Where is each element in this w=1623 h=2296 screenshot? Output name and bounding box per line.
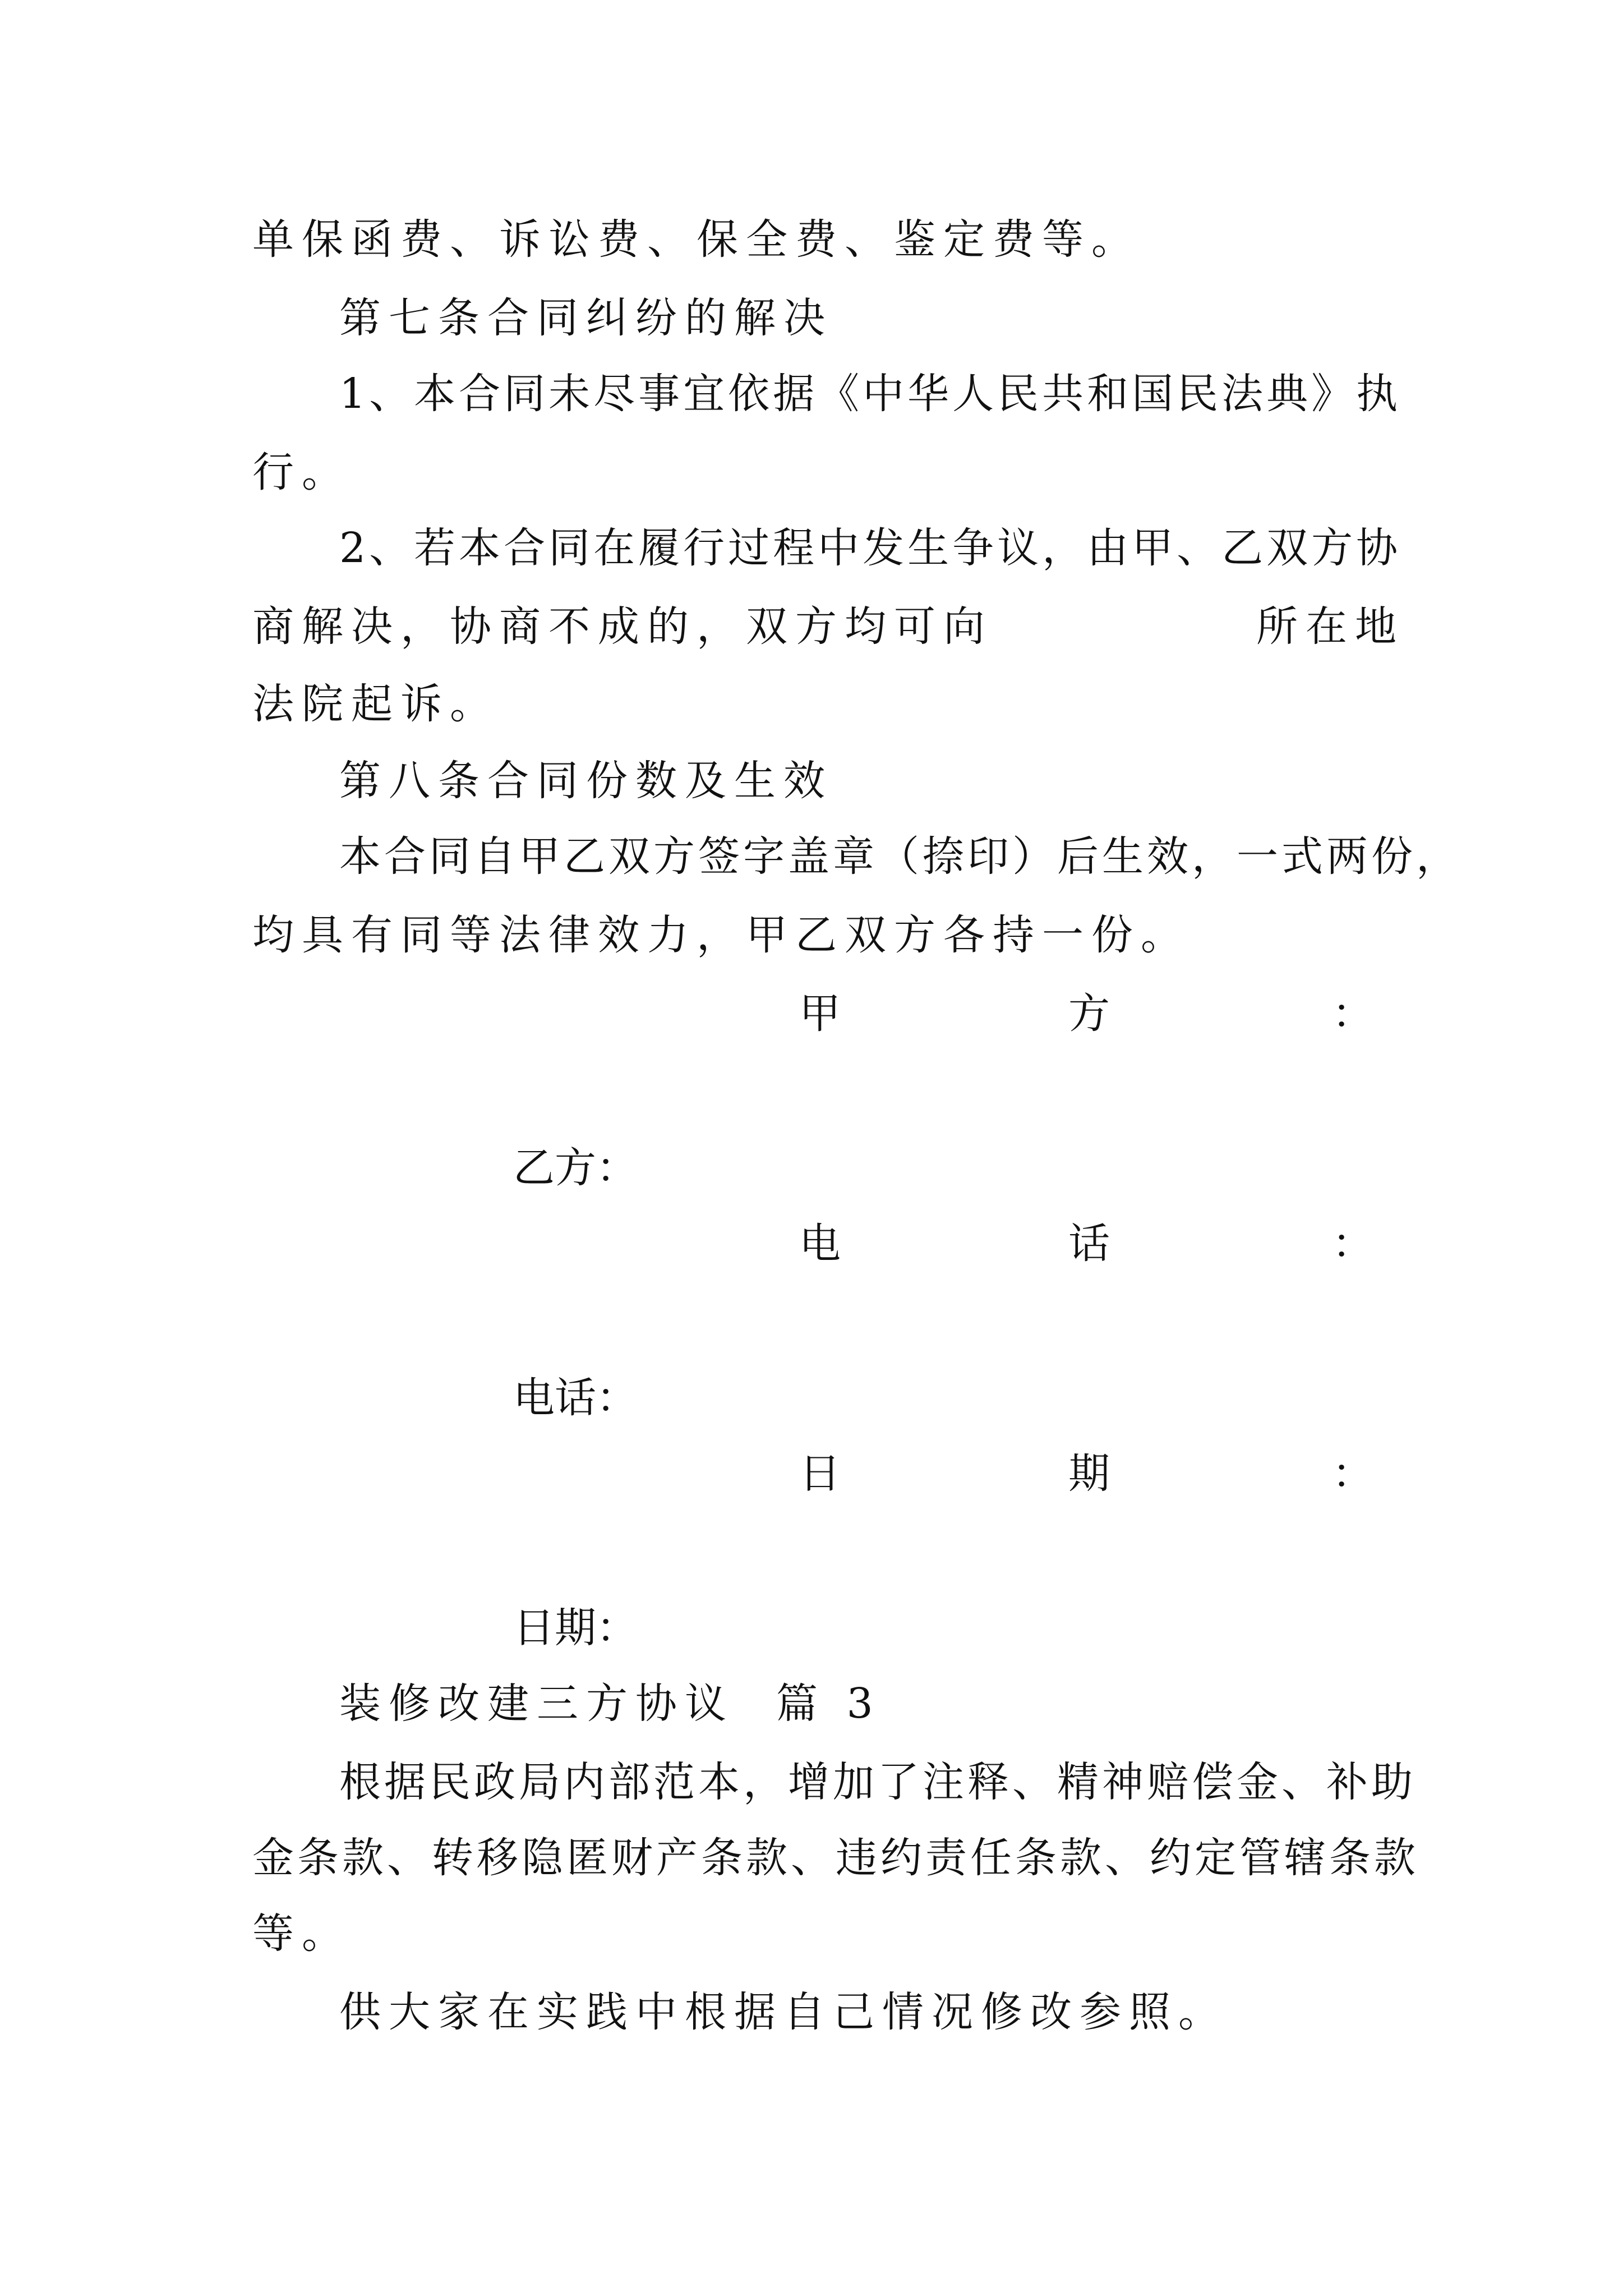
- party-a-char-1: 甲: [799, 990, 841, 1038]
- section3-heading: 装修改建三方协议 篇 3: [339, 1680, 881, 1728]
- article7-p1-line1: 1、本合同未尽事宜依据《中华人民共和国民法典》执: [339, 370, 1401, 418]
- article8-title: 第八条合同份数及生效: [339, 757, 833, 805]
- phone-a-char-1: 电: [799, 1220, 841, 1268]
- date-a-colon: ：: [1332, 1450, 1373, 1498]
- article7-p2-line3: 法院起诉。: [252, 680, 499, 728]
- article8-p1-line2: 均具有同等法律效力，甲乙双方各持一份。: [252, 911, 1190, 959]
- article7-p1-line2: 行。: [252, 448, 351, 496]
- phone-b-label: 电话：: [513, 1374, 638, 1422]
- date-a-char-2: 期: [1068, 1450, 1110, 1498]
- date-a-char-1: 日: [799, 1450, 841, 1498]
- party-a-char-2: 方: [1068, 990, 1110, 1038]
- article7-p2-line1: 2、若本合同在履行过程中发生争议，由甲、乙双方协: [339, 524, 1401, 572]
- section3-p1-line1: 根据民政局内部范本，增加了注释、精神赔偿金、补助: [339, 1758, 1416, 1806]
- section3-p1-line3: 等。: [252, 1910, 351, 1958]
- section3-p1-line2: 金条款、转移隐匿财产条款、违约责任条款、约定管辖条款: [252, 1834, 1419, 1882]
- date-b-label: 日期：: [513, 1604, 638, 1652]
- party-a-colon: ：: [1332, 990, 1373, 1038]
- party-b-label: 乙方：: [513, 1144, 638, 1192]
- phone-a-char-2: 话: [1068, 1220, 1110, 1268]
- article7-p2-line2-a: 商解决，协商不成的，双方均可向: [252, 602, 993, 651]
- article7-p2-line2-b: 所在地: [1256, 602, 1404, 651]
- fees-tail-text: 单保函费、诉讼费、保全费、鉴定费等。: [252, 215, 1141, 264]
- article8-p1-line1: 本合同自甲乙双方签字盖章（捺印）后生效，一式两份，: [339, 832, 1461, 881]
- article7-title: 第七条合同纠纷的解决: [339, 294, 833, 342]
- section3-p2: 供大家在实践中根据自己情况修改参照。: [339, 1988, 1228, 2036]
- phone-a-colon: ：: [1332, 1220, 1373, 1268]
